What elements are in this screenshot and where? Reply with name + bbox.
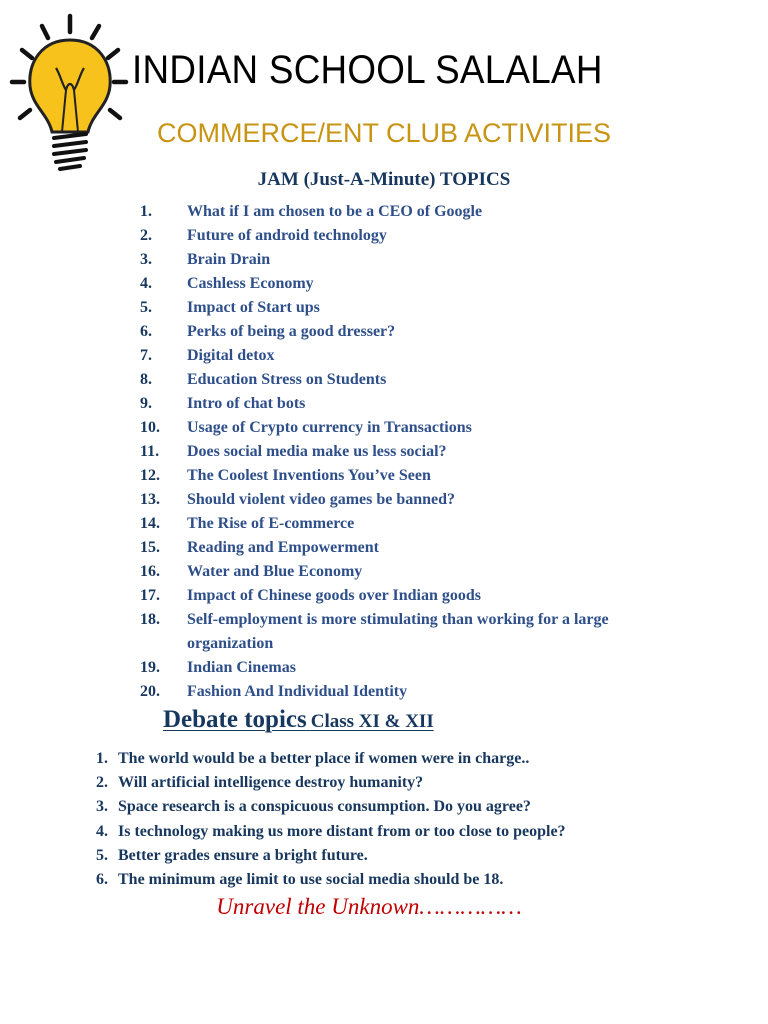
item-text: The world would be a better place if women were in charge..	[118, 750, 530, 767]
item-text: Usage of Crypto currency in Transactions	[187, 419, 472, 436]
list-item	[140, 416, 680, 440]
item-number: 15.	[140, 539, 160, 556]
list-item	[140, 512, 680, 536]
jam-topics-list	[140, 200, 680, 704]
list-item	[140, 200, 680, 224]
item-number: 19.	[140, 659, 160, 676]
item-number: 4.	[140, 275, 152, 292]
list-item	[140, 224, 680, 248]
list-item	[140, 272, 680, 296]
list-item	[96, 795, 736, 819]
list-item	[96, 747, 736, 771]
list-item	[140, 680, 680, 704]
item-number: 20.	[140, 683, 160, 700]
item-number: 5.	[140, 299, 152, 316]
item-text: Does social media make us less social?	[187, 443, 447, 460]
item-text: Intro of chat bots	[187, 395, 306, 412]
list-item	[140, 560, 680, 584]
item-number: 1.	[96, 750, 108, 767]
list-item	[140, 248, 680, 272]
list-item	[140, 656, 680, 680]
item-text: Digital detox	[187, 347, 275, 364]
item-number: 5.	[96, 846, 108, 864]
list-item	[140, 536, 680, 560]
item-text: Better grades ensure a bright future.	[118, 846, 368, 864]
list-item	[140, 584, 680, 608]
item-number: 7.	[140, 347, 152, 364]
list-item	[96, 820, 736, 844]
item-text: The minimum age limit to use social media should be 18.	[118, 871, 504, 889]
item-number: 2.	[140, 227, 152, 244]
item-text: The Coolest Inventions You’ve Seen	[187, 467, 431, 484]
item-text: Space research is a conspicuous consumption. Do you agree?	[118, 798, 531, 816]
item-text: Fashion And Individual Identity	[187, 683, 408, 700]
jam-topics-heading: JAM (Just-A-Minute) TOPICS	[257, 169, 511, 190]
item-text: The Rise of E-commerce	[187, 515, 355, 532]
item-text: Cashless Economy	[187, 275, 314, 292]
item-number: 3.	[140, 251, 152, 268]
item-number: 10.	[140, 419, 160, 436]
item-text: Impact of Start ups	[187, 299, 320, 316]
item-number: 11.	[140, 443, 160, 460]
debate-topics-list	[96, 747, 736, 892]
item-text: Will artificial intelligence destroy humanity?	[118, 774, 424, 792]
item-text: Self-employment is more stimulating than working for a large organization	[187, 611, 609, 652]
item-text: What if I am chosen to be a CEO of Google	[187, 203, 483, 220]
list-item	[140, 440, 680, 464]
item-text: Is technology making us more distant from or too close to people?	[118, 822, 566, 840]
list-item	[140, 392, 680, 416]
debate-topics-heading	[163, 706, 434, 734]
debate-heading-main: Debate topics	[163, 706, 307, 733]
list-item	[140, 488, 680, 512]
debate-heading-class: Class XI & XII	[310, 711, 434, 732]
item-number: 9.	[140, 395, 152, 412]
item-text: Reading and Empowerment	[187, 539, 380, 556]
item-text: Brain Drain	[187, 251, 271, 268]
list-item	[140, 368, 680, 392]
item-number: 18.	[140, 611, 160, 628]
lightbulb-icon	[4, 10, 134, 180]
item-text: Perks of being a good dresser?	[187, 323, 396, 340]
item-text: Future of android technology	[187, 227, 387, 244]
item-number: 14.	[140, 515, 160, 532]
item-number: 6.	[140, 323, 152, 340]
list-item	[140, 608, 680, 656]
club-title: COMMERCE/ENT CLUB ACTIVITIES	[156, 118, 612, 148]
item-number: 12.	[140, 467, 160, 484]
item-text: Education Stress on Students	[187, 371, 387, 388]
item-number: 17.	[140, 587, 160, 604]
school-title: INDIAN SCHOOL SALALAH	[132, 48, 603, 92]
list-item	[140, 320, 680, 344]
item-number: 16.	[140, 563, 160, 580]
list-item	[140, 464, 680, 488]
item-text: Water and Blue Economy	[187, 563, 363, 580]
list-item	[140, 296, 680, 320]
list-item	[96, 868, 736, 892]
item-number: 8.	[140, 371, 152, 388]
item-text: Should violent video games be banned?	[187, 491, 456, 508]
item-number: 2.	[96, 774, 108, 792]
item-number: 6.	[96, 871, 108, 889]
item-number: 13.	[140, 491, 160, 508]
item-text: Indian Cinemas	[187, 659, 296, 676]
list-item	[96, 771, 736, 795]
tagline: Unravel the Unknown……………	[216, 894, 522, 919]
item-number: 1.	[140, 203, 152, 220]
item-text: Impact of Chinese goods over Indian goods	[187, 587, 481, 604]
list-item	[140, 344, 680, 368]
item-number: 4.	[96, 822, 108, 840]
list-item	[96, 844, 736, 868]
item-number: 3.	[96, 798, 108, 816]
